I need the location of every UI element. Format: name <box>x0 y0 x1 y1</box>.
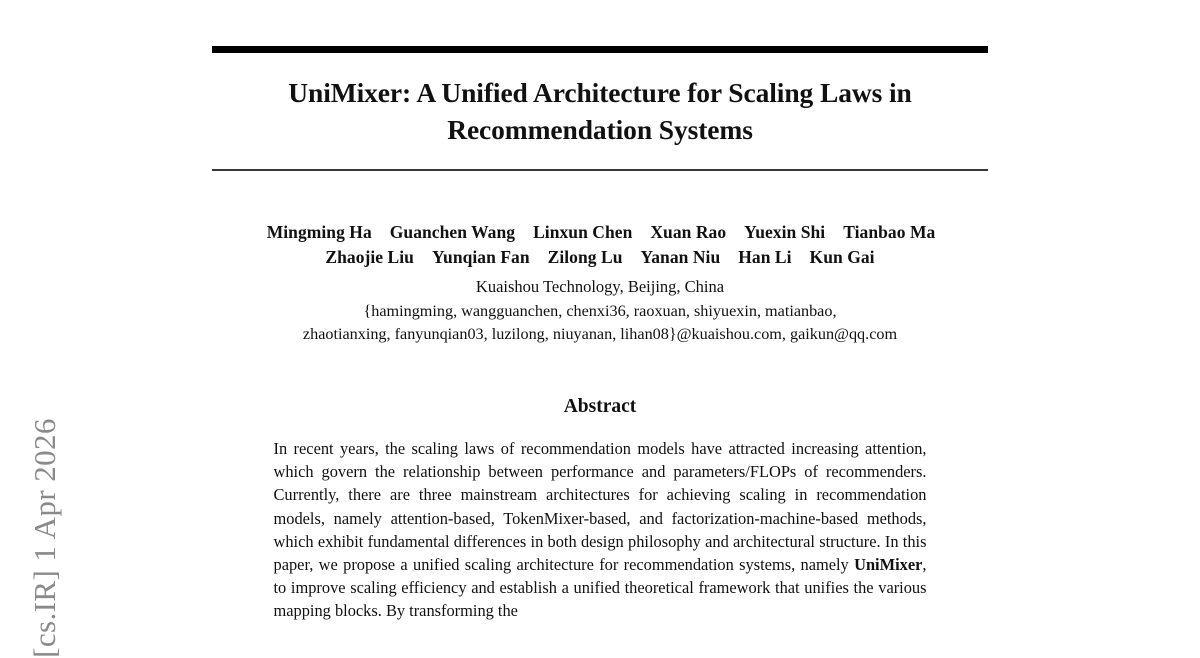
title-block <box>212 75 988 148</box>
author-name: Mingming Ha <box>266 222 372 243</box>
author-name: Zilong Lu <box>547 246 623 267</box>
arxiv-margin-stamp <box>0 0 90 658</box>
author-line-first <box>214 220 988 245</box>
author-name: Yuexin Shi <box>744 222 826 243</box>
page-title: UniMixer: A Unified Architecture for Scaling Laws in Recommendation Systems <box>288 77 912 145</box>
author-name: Linxun Chen <box>533 222 633 243</box>
author-name: Guanchen Wang <box>389 222 516 243</box>
abstract-text-part-2: , to improve scaling efficiency and establish a unified theoretical framework that unifies the various mapping blocks. By transforming the <box>273 554 927 621</box>
author-emails <box>212 300 988 346</box>
abstract-body <box>274 437 927 623</box>
author-name: Yunqian Fan <box>431 246 530 267</box>
author-name: Zhaojie Liu <box>325 246 414 267</box>
email-line: zhaotianxing, fanyunqian03, luzilong, niuyanan, lihan08}@kuaishou.com, gaikun@qq.com <box>302 324 898 343</box>
author-name: Yanan Niu <box>640 246 721 267</box>
top-rule-thick <box>212 46 988 53</box>
abstract-bold-term: UniMixer <box>854 554 923 574</box>
author-line-second <box>212 245 988 270</box>
author-name: Tianbao Ma <box>843 222 936 243</box>
author-name: Kun Gai <box>809 246 875 267</box>
authors-block <box>212 220 988 346</box>
paper-page <box>212 0 988 648</box>
author-name: Han Li <box>738 246 792 267</box>
abstract-text-part-1: In recent years, the scaling laws of recommendation models have attracted increasing attention, which govern the relationship between performance and parameters/FLOPs of recommenders. Currently, there are three mainstream architectures for achieving scaling in recommendation models, namely attention-based, TokenMixer-based, and factorization-machine-based methods, which exhibit fundamental differences in both design philosophy and architectural structure. In this paper, we propose a unified scaling architecture for recommendation systems, namely <box>273 438 927 574</box>
affiliation: Kuaishou Technology, Beijing, China <box>475 276 725 296</box>
title-rule-thin <box>212 169 988 171</box>
abstract-heading: Abstract <box>563 395 637 417</box>
email-line: {hamingming, wangguanchen, chenxi36, raoxuan, shiyuexin, matianbao, <box>363 301 837 320</box>
arxiv-stamp-text: [cs.IR] 1 Apr 2026 <box>27 418 63 658</box>
author-name: Xuan Rao <box>650 222 727 243</box>
